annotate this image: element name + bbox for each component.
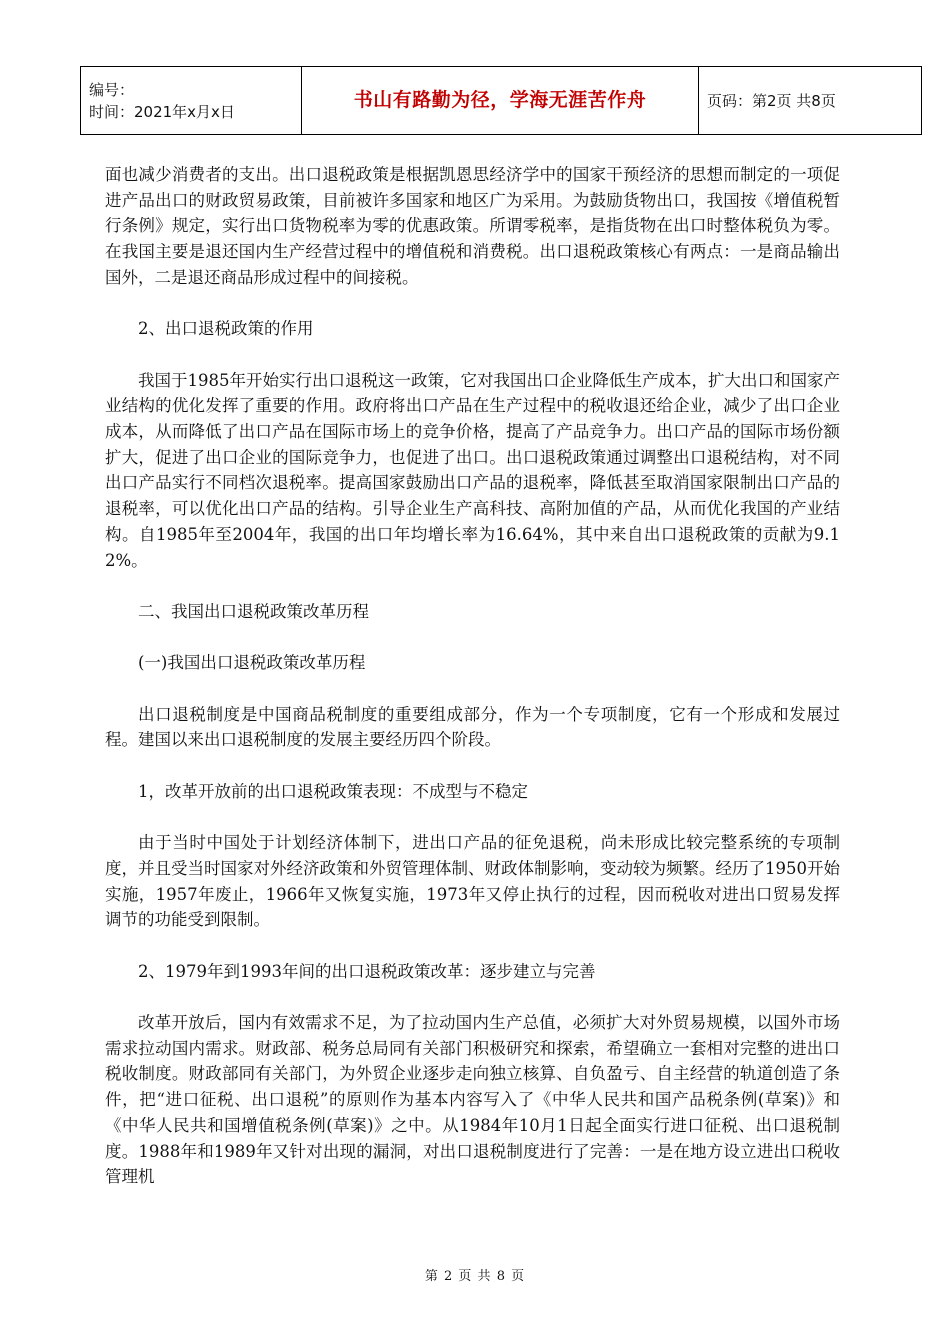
header-motto: 书山有路勤为径，学海无涯苦作舟 [353,89,647,111]
stage-heading-1979-1993: 2、1979年到1993年间的出口退税政策改革：逐步建立与完善 [138,961,596,981]
header-motto-cell [302,67,699,135]
document-header [80,66,922,135]
paragraph-1979-1993: 改革开放后，国内有效需求不足，为了拉动国内生产总值，必须扩大对外贸易规模，以国外市场需求拉动国内需求。财政部、税务总局同有关部门积极研究和探索，希望确立一套相对完整的进出口税收制度。财政部同有关部门，为外贸企业逐步走向独立核算、自负盈亏、自主经营的轨道创造了条件，把“进口征税、出口退税”的原则作为基本内容写入了《中华人民共和国产品税条例(草案)》和《中华人民共和国增值税条例(草案)》之中。从1984年10月1日起全面实行进口征税、出口退税制度。1988年和1989年又针对出现的漏洞，对出口退税制度进行了完善：一是在地方设立进出口税收管理机 [105,1013,840,1187]
header-page-info-cell [699,67,922,135]
document-body [105,162,840,1190]
header-page-info: 页码：第2页 共8页 [707,91,836,110]
paragraph-continuation: 面也减少消费者的支出。出口退税政策是根据凯恩思经济学中的国家干预经济的思想而制定的一项促进产品出口的财政贸易政策，目前被许多国家和地区广为采用。为鼓励货物出口，我国按《增值税暂行条例》规定，实行出口货物税率为零的优惠政策。所谓零税率，是指货物在出口时整体税负为零。在我国主要是退还国内生产经营过程中的增值税和消费税。出口退税政策核心有两点：一是商品输出国外，二是退还商品形成过程中的间接税。 [105,165,840,287]
paragraph-rebate-system-intro: 出口退税制度是中国商品税制度的重要组成部分，作为一个专项制度，它有一个形成和发展过程。建国以来出口退税制度的发展主要经历四个阶段。 [105,704,840,750]
subsection-heading-reform-history: (一)我国出口退税政策改革历程 [138,653,366,673]
section-heading-export-rebate-role: 2、出口退税政策的作用 [138,319,314,339]
page-footer [0,1265,950,1284]
paragraph-pre-reform: 由于当时中国处于计划经济体制下，进出口产品的征免退税，尚未形成比较完整系统的专项制度，并且受当时国家对外经济政策和外贸管理体制、财政体制影响，变动较为频繁。经历了1950开始实施，1957年废止，1966年又恢复实施，1973年又停止执行的过程，因而税收对进出口贸易发挥调节的功能受到限制。 [105,833,840,930]
stage-heading-pre-reform: 1，改革开放前的出口退税政策表现：不成型与不稳定 [138,781,528,801]
date-line: 时间：2021年x月x日 [89,102,235,121]
header-meta-cell [81,67,302,135]
paragraph-export-rebate-role: 我国于1985年开始实行出口退税这一政策，它对我国出口企业降低生产成本，扩大出口和国家产业结构的优化发挥了重要的作用。政府将出口产品在生产过程中的税收退还给企业，减少了出口企业成本，从而降低了出口产品在国际市场上的竞争价格，提高了产品竞争力。出口产品的国际市场份额扩大，促进了出口企业的国际竞争力，也促进了出口。出口退税政策通过调整出口退税结构，对不同出口产品实行不同档次退税率。提高国家鼓励出口产品的退税率，降低甚至取消国家限制出口产品的退税率，可以优化出口产品的结构。引导企业生产高科技、高附加值的产品，从而优化我国的产业结构。自1985年至2004年，我国的出口年均增长率为16.64%，其中来自出口退税政策的贡献为9.12%。 [105,370,840,570]
footer-page-number: 第 2 页 共 8 页 [424,1269,526,1284]
section-heading-reform-history: 二、我国出口退税政策改革历程 [138,601,369,621]
serial-number-label: 编号： [89,80,135,99]
